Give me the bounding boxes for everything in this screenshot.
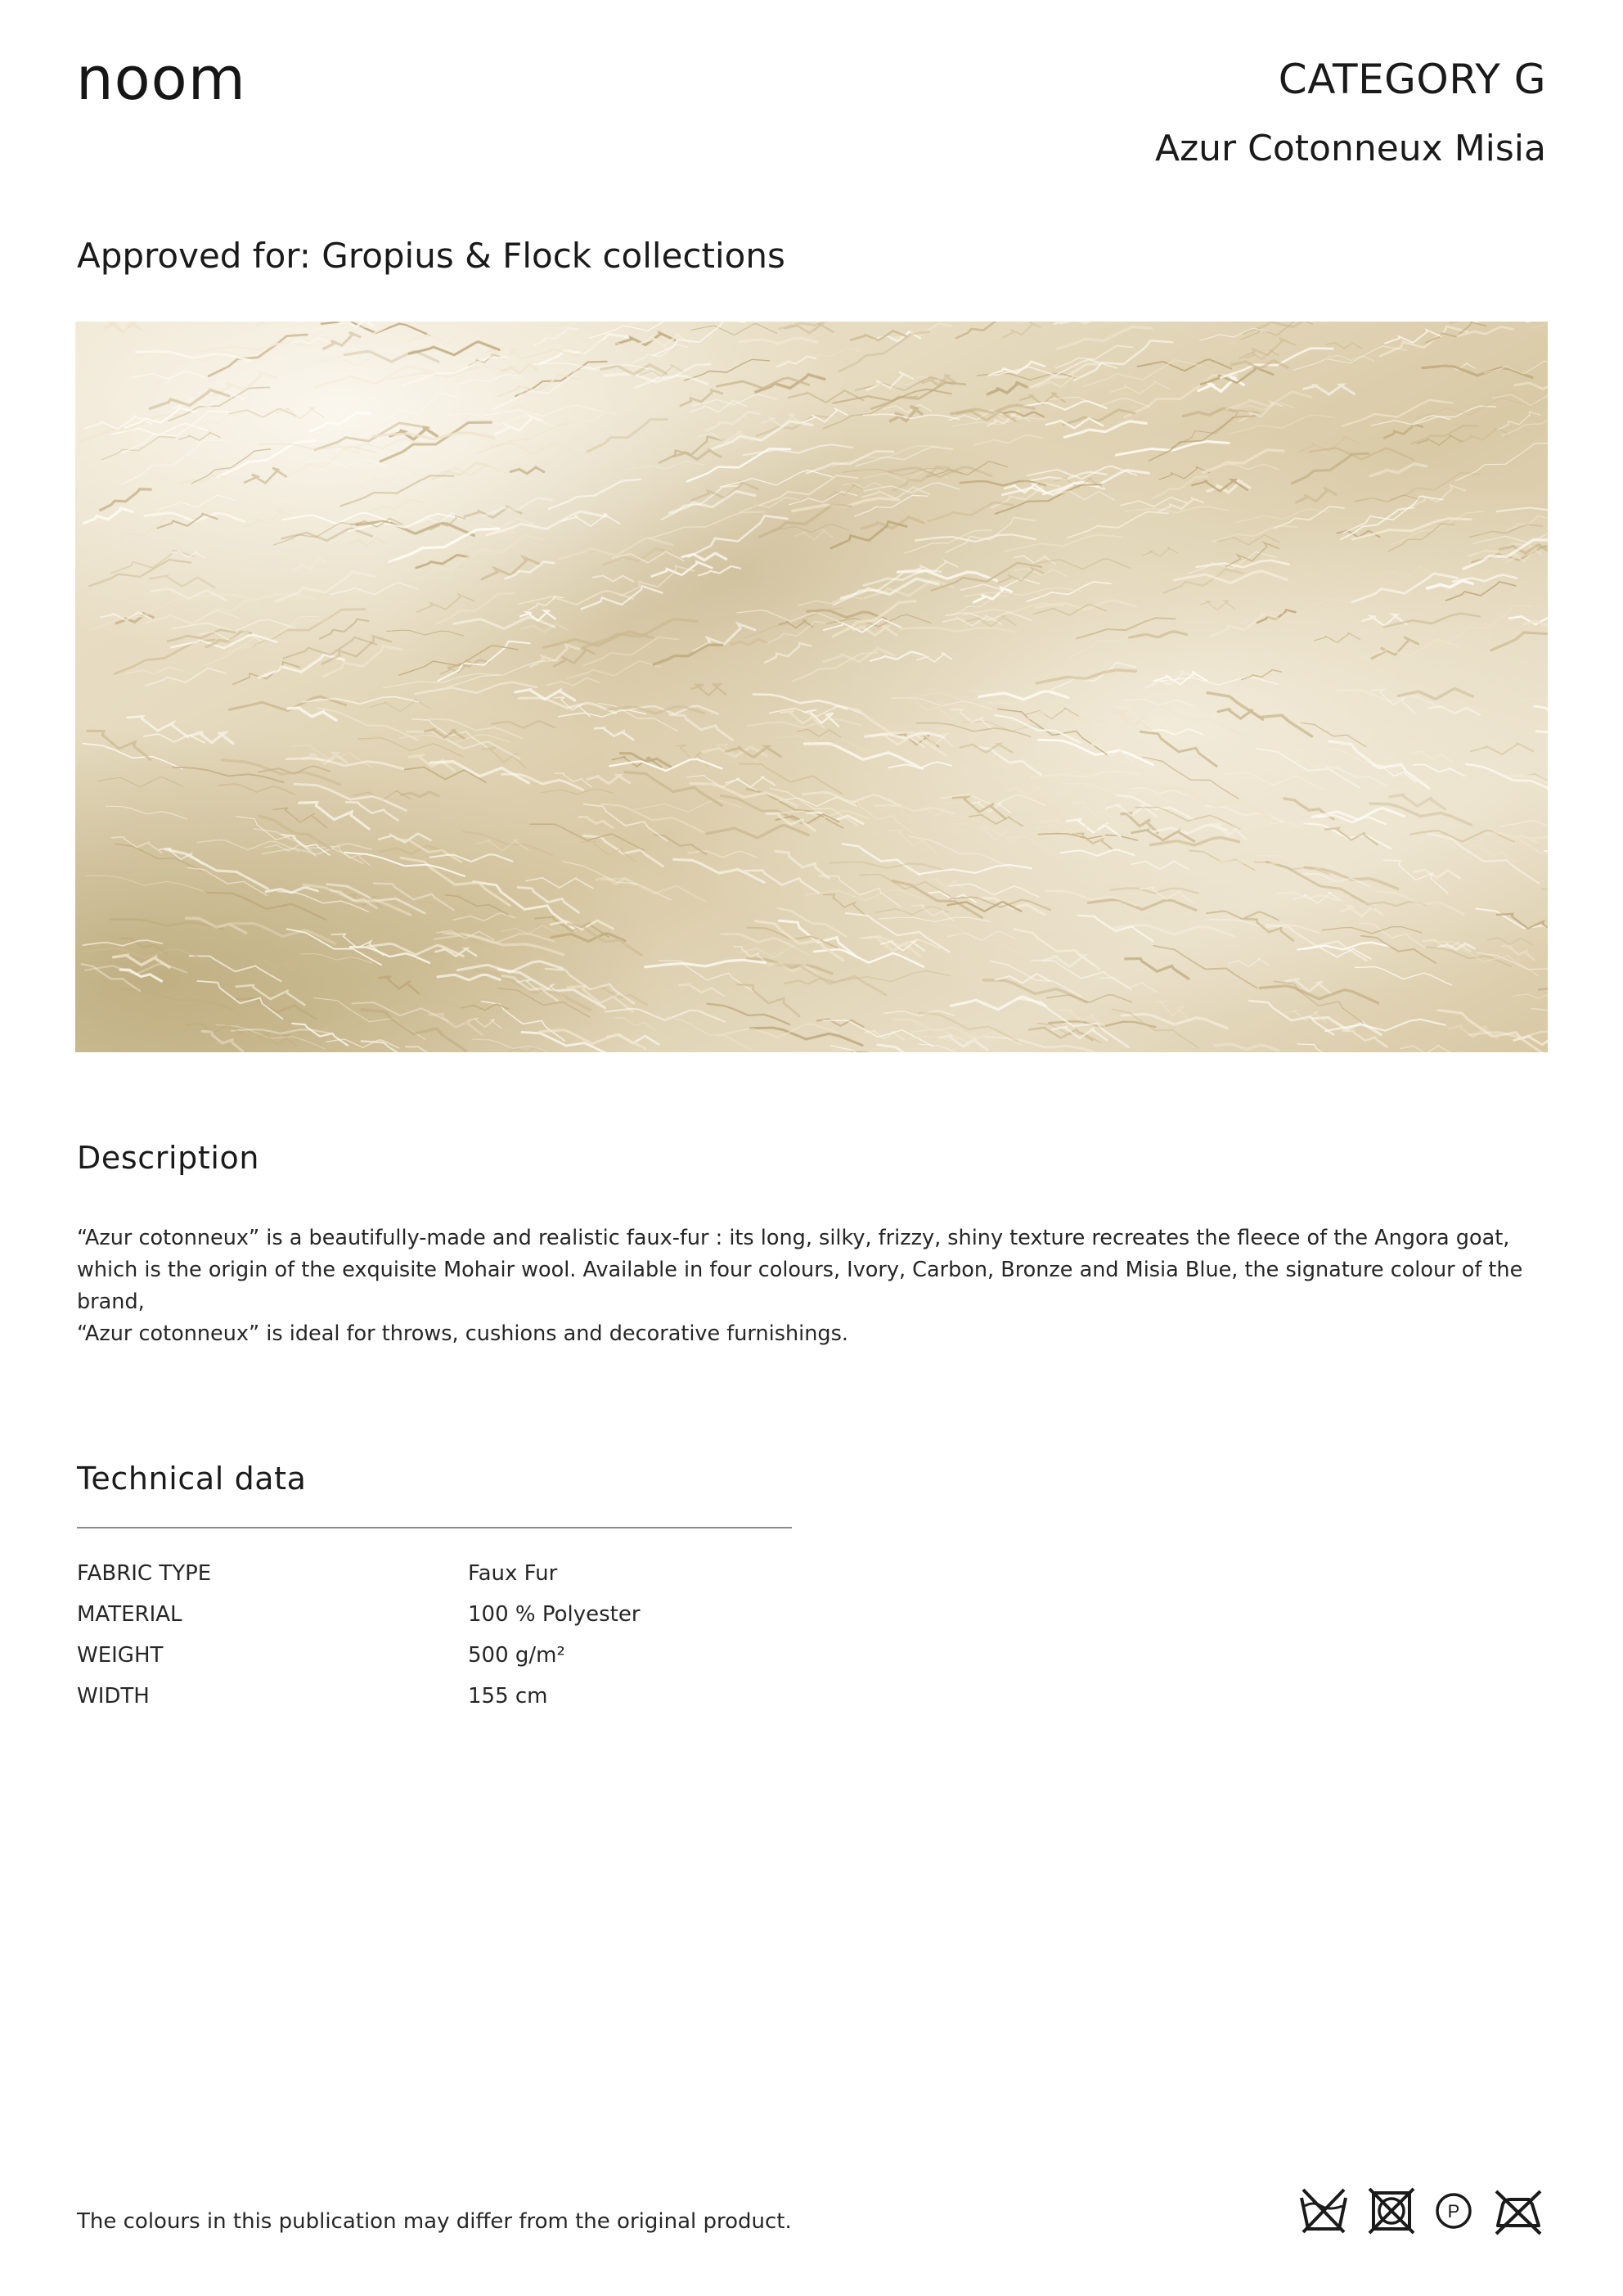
do-not-wash-icon: [1297, 2186, 1351, 2235]
do-not-iron-icon: [1491, 2186, 1545, 2235]
technical-data-heading: Technical data: [77, 1461, 307, 1497]
svg-text:P: P: [1447, 2201, 1460, 2222]
tech-label: WIDTH: [77, 1684, 150, 1708]
fabric-hero-image: [75, 322, 1548, 1052]
tech-label: FABRIC TYPE: [77, 1561, 212, 1586]
tech-value: Faux Fur: [468, 1561, 558, 1586]
tech-label: MATERIAL: [77, 1602, 182, 1627]
tech-value: 500 g/m²: [468, 1643, 565, 1668]
tech-row-fabric-type: [77, 1553, 792, 1594]
tech-value: 100 % Polyester: [468, 1602, 641, 1627]
description-text: [77, 1222, 1558, 1350]
product-name: Azur Cotonneux Misia: [1154, 128, 1546, 169]
description-line: “Azur cotonneux” is a beautifully-made and realistic faux-fur : its long, silky, frizzy, shiny texture recreates the fleece of the Angora goat,: [77, 1226, 1510, 1250]
tech-value: 155 cm: [468, 1684, 548, 1708]
tech-row-material: [77, 1594, 792, 1635]
approved-for-text: Approved for: Gropius & Flock collections: [77, 236, 785, 276]
do-not-tumble-dry-icon: [1367, 2186, 1416, 2235]
technical-data-divider: [77, 1527, 792, 1528]
dry-clean-p-icon: [1432, 2190, 1475, 2232]
category-label: CATEGORY G: [1278, 56, 1546, 103]
tech-label: WEIGHT: [77, 1643, 164, 1668]
care-symbols: [1297, 2186, 1545, 2235]
faux-fur-texture-photo: [75, 322, 1548, 1052]
description-heading: Description: [77, 1140, 260, 1176]
technical-data-table: [77, 1553, 792, 1717]
colour-disclaimer: The colours in this publication may differ from the original product.: [77, 2209, 792, 2234]
brand-logo: noom: [76, 44, 246, 113]
description-line: “Azur cotonneux” is ideal for throws, cushions and decorative furnishings.: [77, 1321, 848, 1346]
tech-row-width: [77, 1676, 792, 1717]
tech-row-weight: [77, 1635, 792, 1676]
description-line: which is the origin of the exquisite Mohair wool. Available in four colours, Ivory, Carbon, Bronze and Misia Blue, the signature colour of the brand,: [77, 1258, 1523, 1314]
